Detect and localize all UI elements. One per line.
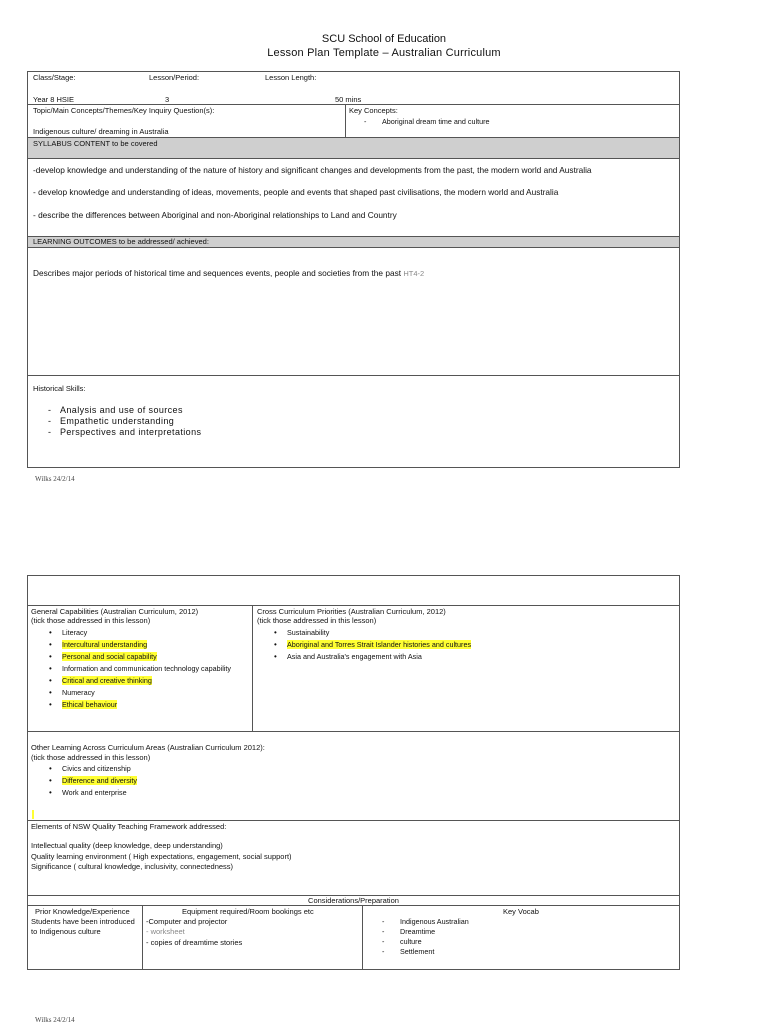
vocab-item: - Indigenous Australian [376, 917, 469, 927]
qtf-line: Intellectual quality (deep knowledge, deep understanding) [31, 841, 223, 850]
school-title: SCU School of Education [321, 33, 447, 45]
class-stage-label: Class/Stage: [33, 73, 76, 82]
gc-item: • Ethical behaviour [44, 699, 231, 711]
equipment-item: -Computer and projector [146, 917, 228, 926]
qtf-title: Elements of NSW Quality Teaching Framework addressed: [31, 822, 227, 831]
key-vocab-label: Key Vocab [503, 907, 539, 916]
syllabus-item: - describe the differences between Aboriginal and non-Aboriginal relationships to Land and Country [33, 210, 397, 220]
key-concepts-label: Key Concepts: [349, 106, 398, 115]
other-learning-list [44, 763, 137, 799]
considerations-header: Considerations/Preparation [308, 896, 399, 905]
equipment-label: Equipment required/Room bookings etc [182, 907, 314, 916]
historical-skills-list [28, 405, 201, 438]
lesson-period-value: 3 [165, 95, 170, 104]
prior-knowledge-text: Students have been introduced [31, 917, 135, 926]
lesson-length-value: 50 mins [335, 95, 362, 104]
other-learning-subtitle: (tick those addressed in this lesson) [31, 753, 151, 762]
equipment-item: - copies of dreamtime stories [146, 938, 243, 947]
key-vocab-list [376, 917, 469, 957]
ccp-subtitle: (tick those addressed in this lesson) [257, 616, 377, 625]
lesson-period-label: Lesson/Period: [149, 73, 200, 82]
gc-item: • Intercultural understanding [44, 639, 231, 651]
other-learning-item: • Work and enterprise [44, 787, 137, 799]
equipment-item: - worksheet [146, 927, 185, 936]
gc-item: • Personal and social capability [44, 651, 231, 663]
class-stage-value: Year 8 HSIE [33, 95, 74, 104]
syllabus-item: - develop knowledge and understanding of ideas, movements, people and events that shaped past civilisations, the modern world and Australia [33, 187, 559, 197]
page2-footer: Wilks 24/2/14 [35, 1016, 75, 1024]
prior-knowledge-label: Prior Knowledge/Experience [35, 907, 130, 916]
gc-item: • Numeracy [44, 687, 231, 699]
historical-skill-item: - Analysis and use of sources [28, 405, 201, 416]
qtf-line: Quality learning environment ( High expectations, engagement, social support) [31, 852, 292, 861]
gc-item: • Information and communication technology capability [44, 663, 231, 675]
historical-skills-label: Historical Skills: [33, 384, 86, 393]
other-learning-title: Other Learning Across Curriculum Areas (Australian Curriculum 2012): [31, 743, 265, 752]
vocab-item: - Settlement [376, 947, 469, 957]
outcome-line [33, 268, 424, 278]
vocab-item: - culture [376, 937, 469, 947]
ccp-item: • Sustainability [269, 627, 471, 639]
ccp-item: • Aboriginal and Torres Strait Islander histories and cultures [269, 639, 471, 651]
page1-footer: Wilks 24/2/14 [35, 475, 75, 483]
other-learning-item: • Difference and diversity [44, 775, 137, 787]
ccp-list [269, 627, 471, 663]
prior-knowledge-text: to Indigenous culture [31, 927, 101, 936]
vocab-item: - Dreamtime [376, 927, 469, 937]
syllabus-item: -develop knowledge and understanding of the nature of history and significant changes and developments from the past, the modern world and Australia [33, 165, 592, 175]
historical-skill-item: - Perspectives and interpretations [28, 427, 201, 438]
topic-value: Indigenous culture/ dreaming in Australia [33, 127, 169, 136]
ccp-item: • Asia and Australia's engagement with Asia [269, 651, 471, 663]
gc-title: General Capabilities (Australian Curriculum, 2012) [31, 607, 199, 616]
gc-item: • Critical and creative thinking [44, 675, 231, 687]
outcomes-header: LEARNING OUTCOMES to be addressed/ achieved: [33, 237, 209, 246]
ccp-title: Cross Curriculum Priorities (Australian Curriculum, 2012) [257, 607, 446, 616]
key-concept-item: - Aboriginal dream time and culture [358, 117, 489, 127]
outcome-text: Describes major periods of historical time and sequences events, people and societies from the past [33, 268, 402, 278]
gc-item: • Literacy [44, 627, 231, 639]
gc-list [44, 627, 231, 711]
qtf-line: Significance ( cultural knowledge, inclusivity, connectedness) [31, 862, 234, 871]
template-title: Lesson Plan Template – Australian Curriculum [267, 47, 501, 59]
topic-label: Topic/Main Concepts/Themes/Key Inquiry Question(s): [33, 106, 215, 115]
lesson-length-label: Lesson Length: [265, 73, 317, 82]
gc-subtitle: (tick those addressed in this lesson) [31, 616, 151, 625]
outcome-code: HT4-2 [403, 269, 425, 278]
key-concepts-list [358, 117, 489, 127]
syllabus-header: SYLLABUS CONTENT to be covered [33, 139, 158, 148]
text-cursor-highlight [32, 810, 34, 819]
other-learning-item: • Civics and citizenship [44, 763, 137, 775]
historical-skill-item: - Empathetic understanding [28, 416, 201, 427]
